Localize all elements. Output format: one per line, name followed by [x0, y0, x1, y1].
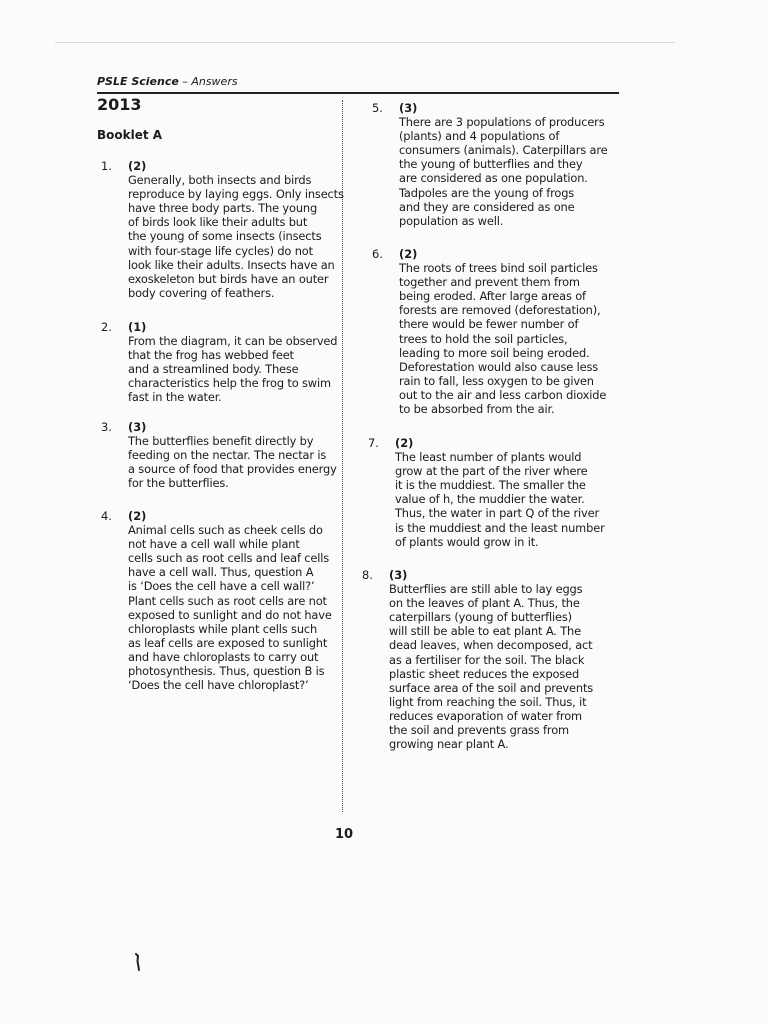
explanation: The butterflies benefit directly by feeding on the nectar. The nectar is a source of food that provides energy for the butterflies. — [128, 434, 337, 491]
answer-choice: (2) — [395, 436, 414, 450]
question-6 — [372, 247, 619, 416]
pen-mark-icon — [135, 952, 140, 972]
question-number: 3. — [101, 420, 112, 434]
question-number: 8. — [362, 568, 373, 582]
question-4 — [101, 509, 347, 692]
explanation: The least number of plants would grow at the part of the river where it is the muddiest. The smaller the value of h, the muddier the water. Thus, the water in part Q of the river is the muddiest and the least number of plants would grow in it. — [395, 450, 605, 549]
question-number: 6. — [372, 247, 383, 261]
running-header-subtitle: – Answers — [178, 75, 238, 88]
explanation: Butterflies are still able to lay eggs on the leaves of plant A. Thus, the caterpillars (young of butterflies) will still be able to eat plant A. The dead leaves, when decomposed, act as a fertiliser for the soil. The black plastic sheet reduces the exposed surface area of the soil and prevents light from reaching the soil. Thus, it reduces evaporation of water from the soil and prevents grass from growing near plant A. — [389, 582, 594, 752]
explanation: The roots of trees bind soil particles together and prevent them from being eroded. After large areas of forests are removed (deforestation), there would be fewer number of trees to hold the soil particles, leading to more soil being eroded. Deforestation would also cause less rain to fall, less oxygen to be given out to the air and less carbon dioxide to be absorbed from the air. — [399, 261, 607, 417]
explanation: Animal cells such as cheek cells do not have a cell wall while plant cells such as root cells and leaf cells have a cell wall. Thus, question A is ‘Does the cell have a cell wall?’ Plant cells such as root cells are not exposed to sunlight and do not have chloroplasts while plant cells such as leaf cells are exposed to sunlight and have chloroplasts to carry out photosynthesis. Thus, question B is ‘Does the cell have chloroplast?’ — [128, 523, 332, 693]
question-8 — [362, 568, 616, 751]
answer-choice: (1) — [128, 320, 147, 334]
scan-edge-line — [55, 42, 675, 43]
answer-choice: (3) — [128, 420, 147, 434]
page-number: 10 — [335, 827, 354, 842]
question-number: 5. — [372, 101, 383, 115]
answer-choice: (2) — [128, 509, 147, 523]
question-7 — [368, 436, 619, 549]
answer-choice: (2) — [128, 159, 147, 173]
question-number: 7. — [368, 436, 379, 450]
booklet-heading: Booklet A — [97, 128, 163, 142]
answer-choice: (2) — [399, 247, 418, 261]
running-header — [97, 75, 238, 88]
explanation: There are 3 populations of producers (plants) and 4 populations of consumers (animals). Caterpillars are the young of butterflies and they are considered as one population. Tadpoles are the young of frogs and they are considered as one population as well. — [399, 115, 608, 228]
question-3 — [101, 420, 347, 490]
answer-choice: (3) — [399, 101, 418, 115]
year-heading: 2013 — [97, 95, 142, 114]
explanation: From the diagram, it can be observed that the frog has webbed feet and a streamlined body. These characteristics help the frog to swim fast in the water. — [128, 334, 338, 405]
running-header-title: PSLE Science — [97, 75, 179, 88]
question-number: 1. — [101, 159, 112, 173]
header-rule — [97, 92, 619, 94]
question-1 — [101, 159, 347, 300]
question-2 — [101, 320, 347, 405]
question-5 — [372, 101, 619, 228]
answer-choice: (3) — [389, 568, 408, 582]
explanation: Generally, both insects and birds reproduce by laying eggs. Only insects have three body parts. The young of birds look like their adults but the young of some insects (insects with four-stage life cycles) do not look like their adults. Insects have an exoskeleton but birds have an outer body covering of feathers. — [128, 173, 344, 300]
question-number: 4. — [101, 509, 112, 523]
question-number: 2. — [101, 320, 112, 334]
